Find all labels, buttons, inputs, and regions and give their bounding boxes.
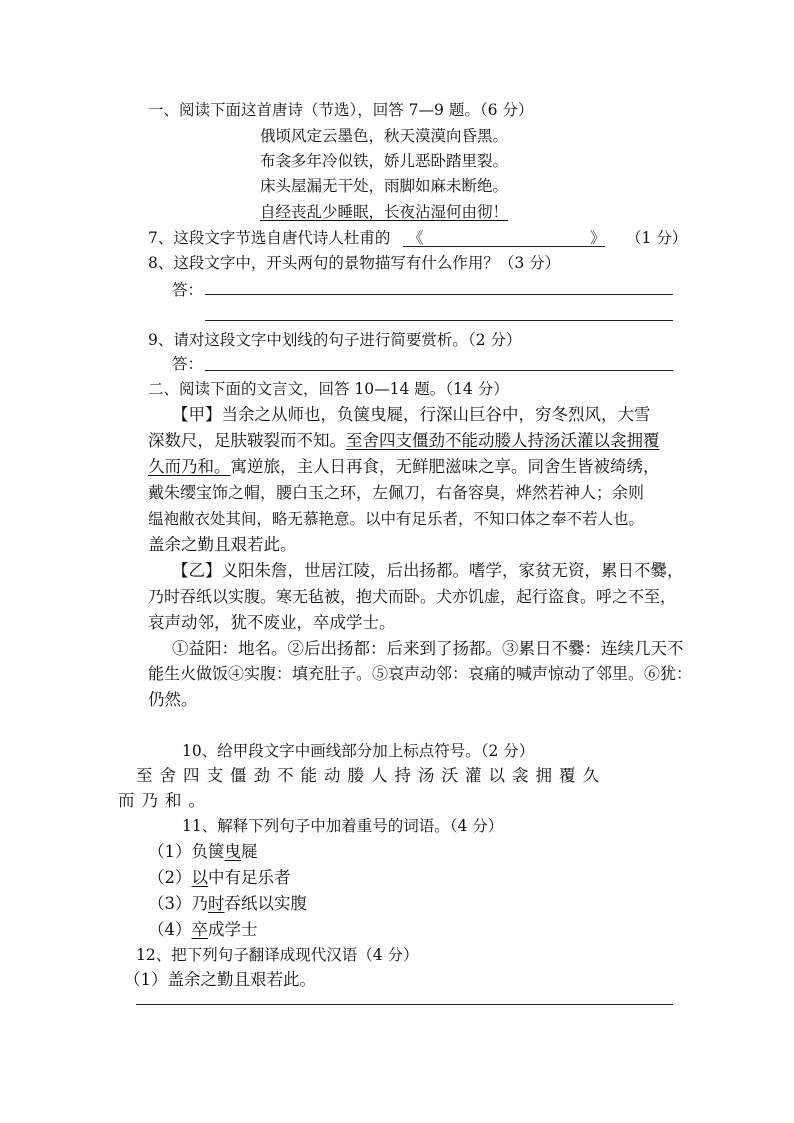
- answer-line[interactable]: [205, 294, 673, 295]
- annotation-line: 仍然。: [148, 690, 198, 709]
- question-12: 12、把下列句子翻译成现代汉语（4 分）: [136, 946, 419, 964]
- passage-line: 【乙】义阳朱詹，世居江陵，后出扬都。嗜学，家贫无资，累日不爨，: [172, 561, 684, 580]
- question-8: 8、这段文字中，开头两句的景物描写有什么作用？（3 分）: [148, 254, 561, 272]
- emphasized-word: 曳: [224, 842, 241, 861]
- q11-item: [148, 868, 291, 888]
- q11-item: [148, 842, 258, 862]
- passage-line: [148, 457, 660, 477]
- emphasized-word: 时: [208, 894, 225, 913]
- annotation-line: ①益阳：地名。②后出扬都：后来到了扬都。③累日不爨：连续几天不: [172, 639, 684, 658]
- passage-line: [148, 431, 660, 451]
- poem-line: 俄顷风定云墨色，秋天漠漠向昏黑。: [260, 127, 509, 145]
- poem-line: 床头屋漏无干处，雨脚如麻未断绝。: [260, 177, 509, 195]
- emphasized-word: 以: [191, 868, 208, 887]
- emphasized-word: 卒: [191, 920, 208, 939]
- part-2-intro: 二、阅读下面的文言文，回答 10—14 题。（14 分）: [148, 380, 509, 398]
- passage-line: 盖余之勤且艰若此。: [148, 535, 297, 554]
- passage-line: 【甲】当余之从师也，负箧曳屣，行深山巨谷中，穷冬烈风，大雪: [172, 405, 651, 424]
- item-text: 成学士: [208, 920, 258, 939]
- answer-blank-q7[interactable]: [403, 246, 605, 247]
- answer-label: 答：: [172, 281, 204, 299]
- poem-line: 布衾多年冷似铁，娇儿恶卧踏里裂。: [260, 152, 509, 170]
- passage-text: 寓逆旅，主人日再食，无鲜肥滋味之享。同舍生皆被绮绣，: [230, 457, 660, 476]
- question-1-intro: 一、阅读下面这首唐诗（节选），回答 7—9 题。（6 分）: [148, 101, 534, 119]
- item-text: 屣: [241, 842, 258, 861]
- q11-item: [148, 894, 307, 914]
- item-text: （1）负箧: [148, 842, 225, 861]
- question-7-text: 7、这段文字节选自唐代诗人杜甫的: [148, 229, 391, 247]
- passage-line: 乃时吞纸以实腹。寒无毡被，抱犬而卧。犬亦饥虚，起行盗食。呼之不至，: [148, 587, 677, 606]
- underlined-passage: 久而乃和。: [148, 457, 231, 476]
- question-7-score: （1 分）: [626, 229, 688, 247]
- item-text: 中有足乐者: [208, 868, 291, 887]
- answer-label: 答：: [172, 355, 204, 373]
- question-9: 9、请对这段文字中划线的句子进行简要赏析。（2 分）: [148, 331, 522, 349]
- question-10: 10、给甲段文字中画线部分加上标点符号。（2 分）: [182, 742, 535, 760]
- q11-item: [148, 920, 258, 940]
- answer-line[interactable]: [205, 320, 673, 321]
- item-text: （4）: [148, 920, 192, 939]
- item-text: （3）乃: [148, 894, 208, 913]
- answer-line[interactable]: [136, 1004, 673, 1005]
- passage-line: 戴朱缨宝饰之帽，腰白玉之环，左佩刀，右备容臭，烨然若神人；余则: [148, 483, 645, 502]
- passage-line: 哀声动邻，犹不废业，卒成学士。: [148, 613, 396, 632]
- q12-sentence: （1）盖余之勤且艰若此。: [124, 970, 316, 989]
- annotation-line: 能生火做饭④实腹：填充肚子。⑤哀声动邻：哀痛的喊声惊动了邻里。⑥犹：: [148, 664, 693, 683]
- underlined-passage: 至舍四支僵劲不能动媵人持汤沃灌以衾拥覆: [346, 431, 660, 450]
- passage-text: 深数尺，足肤皲裂而不知。: [148, 431, 346, 450]
- poem-line: 自经丧乱少睡眠，长夜沾湿何由彻！: [260, 203, 509, 221]
- item-text: （2）: [148, 868, 192, 887]
- book-title-open: 《: [408, 229, 424, 247]
- q10-passage: 而乃和。: [118, 791, 212, 810]
- answer-line[interactable]: [205, 370, 673, 371]
- book-title-close: 》: [590, 229, 606, 247]
- q10-passage: 至舍四支僵劲不能动媵人持汤沃灌以衾拥覆久: [136, 766, 606, 785]
- item-text: 吞纸以实腹: [224, 894, 307, 913]
- passage-line: 缊袍敝衣处其间，略无慕艳意。以中有足乐者，不知口体之奉不若人也。: [148, 510, 645, 528]
- question-11: 11、解释下列句子中加着重号的词语。（4 分）: [182, 817, 504, 835]
